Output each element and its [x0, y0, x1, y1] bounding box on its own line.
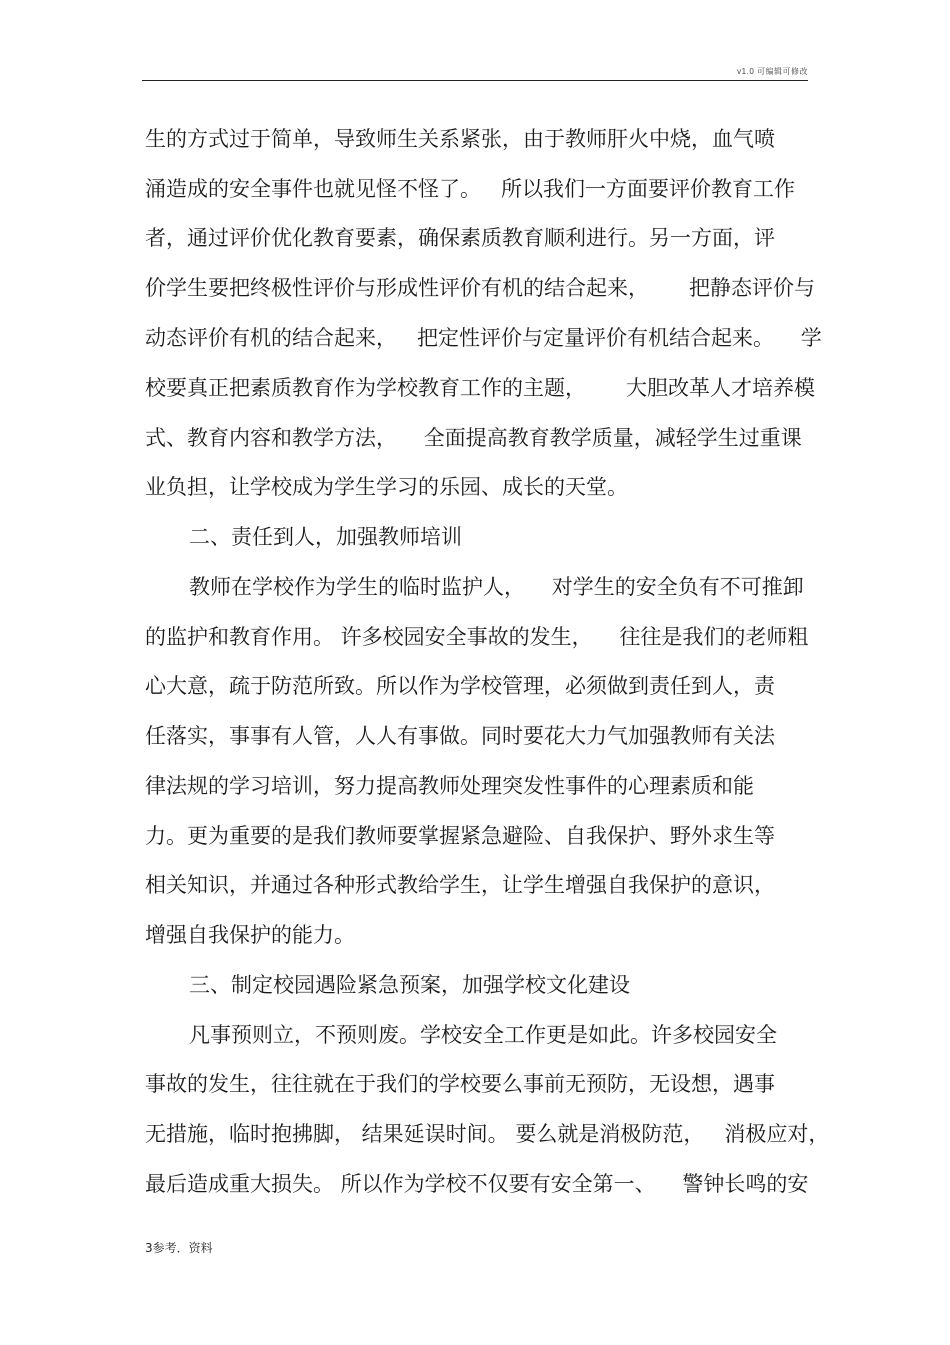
body-line: 业负担，让学校成为学生学习的乐园、成长的天堂。	[145, 475, 628, 499]
body-line: 任落实，事事有人管，人人有事做。同时要花大力气加强教师有关法	[145, 724, 775, 748]
section-heading-3: 三、制定校园遇险紧急预案，加强学校文化建设	[189, 973, 630, 997]
body-line: 相关知识，并通过各种形式教给学生，让学生增强自我保护的意识，	[145, 873, 775, 897]
body-line: 凡事预则立，不预则废。学校安全工作更是如此。许多校园安全	[189, 1023, 777, 1047]
body-line: 者，通过评价优化教育要素，确保素质教育顺利进行。另一方面，评	[145, 226, 775, 250]
header-version-label: v1.0 可编辑可修改	[737, 67, 808, 76]
footer-page-label: 3参考．资料	[145, 1241, 213, 1255]
body-line: 事故的发生，往往就在于我们的学校要么事前无预防，无设想，遇事	[145, 1072, 775, 1096]
section-heading-2: 二、责任到人，加强教师培训	[189, 525, 462, 549]
body-line: 涌造成的安全事件也就见怪不怪了。 所以我们一方面要评价教育工作	[145, 177, 796, 201]
body-line: 心大意，疏于防范所致。所以作为学校管理，必须做到责任到人，责	[145, 674, 775, 698]
header-divider	[142, 80, 808, 81]
body-line: 动态评价有机的结合起来， 把定性评价与定量评价有机结合起来。 学	[145, 326, 822, 350]
body-line: 价学生要把终极性评价与形成性评价有机的结合起来， 把静态评价与	[145, 276, 816, 300]
body-line: 力。更为重要的是我们教师要掌握紧急避险、自我保护、野外求生等	[145, 824, 775, 848]
body-line: 无措施，临时抱拂脚， 结果延误时间。 要么就是消极防范， 消极应对，	[145, 1122, 830, 1146]
body-line: 校要真正把素质教育作为学校教育工作的主题， 大胆改革人才培养模	[145, 376, 816, 400]
body-line: 增强自我保护的能力。	[145, 923, 355, 947]
body-line: 教师在学校作为学生的临时监护人， 对学生的安全负有不可推卸	[189, 575, 804, 599]
body-line: 生的方式过于简单，导致师生关系紧张，由于教师肝火中烧，血气喷	[145, 127, 775, 151]
body-line: 最后造成重大损失。 所以作为学校不仅要有安全第一、 警钟长鸣的安	[145, 1172, 809, 1196]
body-line: 律法规的学习培训，努力提高教师处理突发性事件的心理素质和能	[145, 774, 754, 798]
body-line: 的监护和教育作用。 许多校园安全事故的发生， 往往是我们的老师粗	[145, 625, 809, 649]
body-line: 式、教育内容和教学方法， 全面提高教育教学质量，减轻学生过重课	[145, 426, 802, 450]
